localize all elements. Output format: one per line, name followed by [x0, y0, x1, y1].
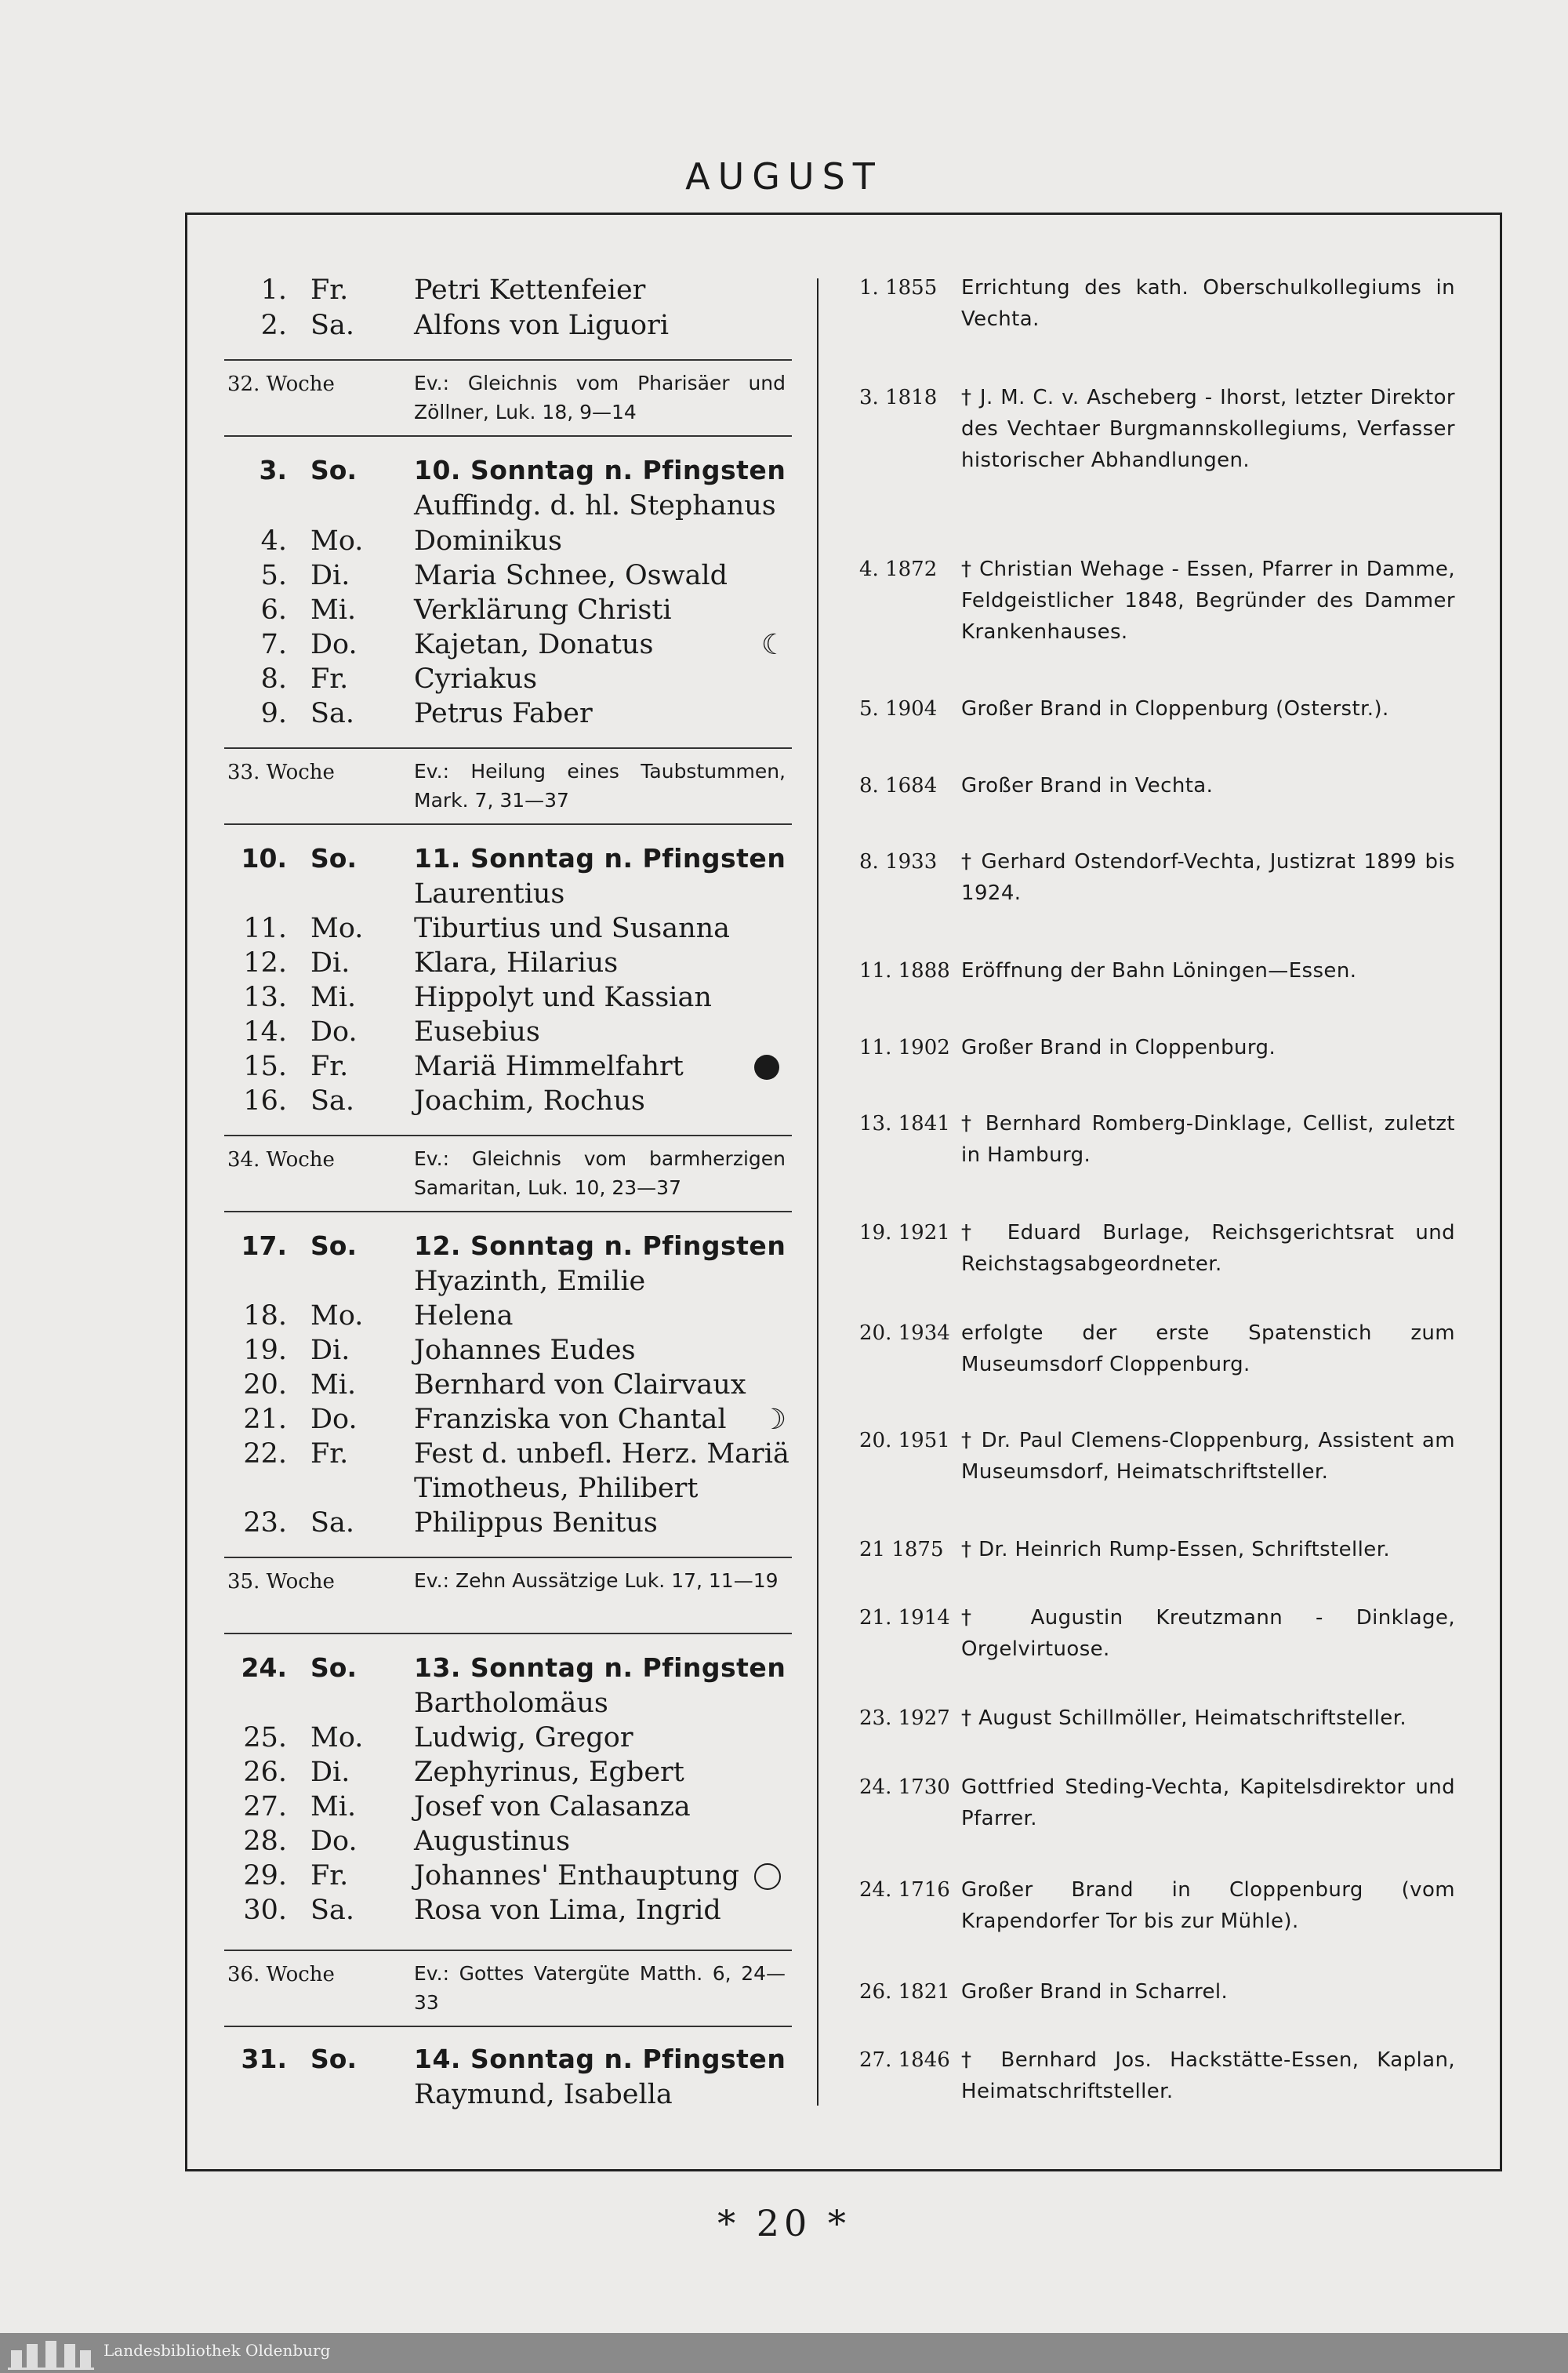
saint-name: Ludwig, Gregor — [414, 1722, 633, 1753]
saint-name: Kajetan, Donatus — [414, 629, 654, 660]
saint-name: Zephyrinus, Egbert — [414, 1757, 684, 1788]
week-block — [224, 1135, 792, 1212]
weekday: Mi. — [310, 1791, 357, 1822]
week-label: 35. Woche — [227, 1570, 335, 1594]
event-date: 21 1875 — [859, 1538, 944, 1561]
weekday: Fr. — [310, 274, 349, 306]
day-number: 22. — [243, 1438, 287, 1470]
day-number: 11. — [243, 913, 287, 944]
weekday: Sa. — [310, 1085, 354, 1117]
weekday: Fr. — [310, 1051, 349, 1082]
saint-name: Maria Schnee, Oswald — [414, 560, 728, 591]
moon-last-quarter-icon: ☾ — [760, 629, 787, 661]
day-number: 25. — [243, 1722, 287, 1753]
event-date: 21. 1914 — [859, 1606, 950, 1630]
day-number: 17. — [241, 1230, 287, 1261]
weekday: So. — [310, 1230, 357, 1261]
event-date: 24. 1716 — [859, 1878, 950, 1902]
saint-name: Helena — [414, 1300, 514, 1332]
day-row — [224, 911, 792, 946]
gospel-text: Ev.: Zehn Aussätzige Luk. 17, 11—19 — [414, 1569, 779, 1592]
day-number: 6. — [260, 594, 287, 626]
weekday: Mi. — [310, 594, 357, 626]
day-row — [224, 1333, 792, 1368]
saint-name: 11. Sonntag n. Pfingsten — [414, 843, 786, 874]
week-block — [224, 1950, 792, 2027]
day-row — [224, 662, 792, 696]
gospel-text: Ev.: Heilung eines Taubstummen, Mark. 7, 31—37 — [414, 760, 786, 812]
week-label: 36. Woche — [227, 1963, 335, 1986]
saint-name: Auffindg. d. hl. Stephanus — [414, 490, 776, 521]
day-number: 12. — [243, 947, 287, 979]
event-text: † Bernhard Romberg-Dinklage, Cellist, zuletzt in Hamburg. — [961, 1112, 1455, 1167]
weekday: So. — [310, 1652, 357, 1683]
event-date: 4. 1872 — [859, 558, 938, 581]
weekday: Mo. — [310, 913, 364, 944]
gospel-text: Ev.: Gleichnis vom Pharisäer und Zöllner, Luk. 18, 9—14 — [414, 372, 786, 423]
event-entry — [859, 1703, 1455, 1734]
gospel-text: Ev.: Gleichnis vom barmherzigen Samaritan, Luk. 10, 23—37 — [414, 1147, 786, 1199]
day-number: 10. — [241, 843, 287, 874]
saint-name: 14. Sonntag n. Pfingsten — [414, 2044, 786, 2074]
event-date: 11. 1902 — [859, 1036, 950, 1059]
new-moon-icon — [754, 1863, 781, 1890]
saint-name: Bernhard von Clairvaux — [414, 1369, 746, 1401]
event-text: † Christian Wehage - Essen, Pfarrer in Damme, Feldgeistlicher 1848, Begründer des Dammer Krankenhauses. — [961, 558, 1455, 644]
event-date: 19. 1921 — [859, 1221, 950, 1245]
event-date: 13. 1841 — [859, 1112, 950, 1136]
event-text: † Gerhard Ostendorf-Vechta, Justizrat 1899 bis 1924. — [961, 850, 1455, 905]
weekday: Sa. — [310, 1507, 354, 1539]
event-entry — [859, 382, 1455, 476]
week-label: 34. Woche — [227, 1148, 335, 1172]
day-number: 30. — [243, 1895, 287, 1926]
weekday: Mi. — [310, 982, 357, 1013]
event-text: † Augustin Kreutzmann - Dinklage, Orgelvirtuose. — [961, 1606, 1455, 1661]
event-date: 27. 1846 — [859, 2048, 950, 2072]
weekday: Sa. — [310, 698, 354, 729]
day-row-sunday — [224, 2042, 792, 2077]
saint-name: 12. Sonntag n. Pfingsten — [414, 1230, 786, 1261]
day-number: 3. — [259, 455, 287, 485]
weekday: Sa. — [310, 1895, 354, 1926]
saint-name: Cyriakus — [414, 663, 538, 695]
day-row — [224, 1506, 792, 1540]
page-number: * 20 * — [717, 2202, 851, 2244]
event-entry — [859, 1317, 1455, 1380]
weekday: Do. — [310, 629, 358, 660]
event-text: Großer Brand in Scharrel. — [961, 1980, 1229, 2004]
event-date: 23. 1927 — [859, 1706, 950, 1730]
saint-name: Josef von Calasanza — [414, 1791, 691, 1822]
saint-name: Bartholomäus — [414, 1688, 608, 1719]
saint-name: Laurentius — [414, 878, 565, 910]
weekday: Fr. — [310, 663, 349, 695]
event-entry — [859, 1772, 1455, 1834]
weekday: Mo. — [310, 1300, 364, 1332]
event-entry — [859, 1032, 1455, 1063]
day-number: 31. — [241, 2044, 287, 2074]
day-row — [224, 1015, 792, 1049]
day-row — [224, 1402, 792, 1437]
day-row — [224, 273, 792, 307]
day-row-sunday — [224, 453, 792, 488]
library-building-icon — [8, 2339, 94, 2370]
day-row — [224, 1721, 792, 1755]
day-number: 29. — [243, 1860, 287, 1891]
event-date: 8. 1933 — [859, 850, 938, 874]
day-row — [224, 696, 792, 731]
day-number: 24. — [241, 1652, 287, 1683]
event-text: Errichtung des kath. Oberschulkollegiums in Vechta. — [961, 276, 1455, 331]
day-number: 27. — [243, 1791, 287, 1822]
day-row — [224, 1859, 792, 1893]
event-text: † August Schillmöller, Heimatschriftsteller. — [961, 1706, 1407, 1730]
event-text: erfolgte der erste Spatenstich zum Museumsdorf Cloppenburg. — [961, 1321, 1455, 1376]
day-row — [224, 524, 792, 558]
event-date: 3. 1818 — [859, 386, 938, 409]
day-number: 14. — [243, 1016, 287, 1048]
event-entry — [859, 1602, 1455, 1665]
weekday: Do. — [310, 1016, 358, 1048]
event-text: Gottfried Steding-Vechta, Kapitelsdirektor und Pfarrer. — [961, 1775, 1455, 1830]
day-row — [224, 308, 792, 343]
weekday: Mo. — [310, 1722, 364, 1753]
library-footer-bar — [0, 2333, 1568, 2373]
week-label: 32. Woche — [227, 372, 335, 396]
moon-first-quarter-icon: ☽ — [760, 1404, 787, 1436]
weekday: Di. — [310, 560, 350, 591]
event-date: 24. 1730 — [859, 1775, 950, 1799]
day-number: 26. — [243, 1757, 287, 1788]
day-row — [224, 1893, 792, 1928]
saint-name: Petri Kettenfeier — [414, 274, 646, 306]
day-row — [224, 1755, 792, 1790]
event-date: 20. 1934 — [859, 1321, 950, 1345]
weekday: Fr. — [310, 1860, 349, 1891]
saint-name: Joachim, Rochus — [414, 1085, 645, 1117]
event-text: Großer Brand in Cloppenburg. — [961, 1036, 1276, 1059]
saint-name: Augustinus — [414, 1826, 571, 1857]
day-number: 5. — [260, 560, 287, 591]
day-number: 8. — [260, 663, 287, 695]
saint-name: Klara, Hilarius — [414, 947, 619, 979]
weekday: Mi. — [310, 1369, 357, 1401]
saint-name: Petrus Faber — [414, 698, 593, 729]
saint-name: Philippus Benitus — [414, 1507, 658, 1539]
event-date: 8. 1684 — [859, 774, 938, 798]
saint-name: Alfons von Liguori — [414, 310, 670, 341]
weekday: So. — [310, 2044, 357, 2074]
day-number: 20. — [243, 1369, 287, 1401]
event-text: † Dr. Paul Clemens-Cloppenburg, Assistent am Museumsdorf, Heimatschriftsteller. — [961, 1429, 1455, 1484]
saint-name: Verklärung Christi — [414, 594, 672, 626]
event-text: Großer Brand in Cloppenburg (vom Krapendorfer Tor bis zur Mühle). — [961, 1878, 1455, 1933]
day-number: 23. — [243, 1507, 287, 1539]
saint-name: Hippolyt und Kassian — [414, 982, 712, 1013]
event-entry — [859, 272, 1455, 335]
day-row — [224, 1049, 792, 1084]
saint-name: Johannes' Enthauptung — [414, 1860, 740, 1891]
day-row — [224, 877, 792, 911]
weekday: Mo. — [310, 525, 364, 557]
event-entry — [859, 2044, 1455, 2107]
weekday: Di. — [310, 947, 350, 979]
saint-name: Fest d. unbefl. Herz. Mariä — [414, 1438, 789, 1470]
day-row — [224, 627, 792, 662]
weekday: So. — [310, 843, 357, 874]
weekday: Fr. — [310, 1438, 349, 1470]
day-number: 28. — [243, 1826, 287, 1857]
week-block — [224, 747, 792, 825]
event-date: 5. 1904 — [859, 697, 938, 721]
day-row — [224, 1299, 792, 1333]
event-entry — [859, 1217, 1455, 1280]
day-row — [224, 1471, 792, 1506]
event-date: 20. 1951 — [859, 1429, 950, 1452]
day-row — [224, 1824, 792, 1859]
event-date: 11. 1888 — [859, 959, 950, 983]
saint-name: Johannes Eudes — [414, 1335, 636, 1366]
event-entry — [859, 693, 1455, 725]
day-number: 4. — [260, 525, 287, 557]
day-row-sunday — [224, 841, 792, 876]
day-row — [224, 1084, 792, 1118]
event-entry — [859, 1976, 1455, 2008]
event-text: Großer Brand in Vechta. — [961, 774, 1214, 798]
week-block — [224, 1557, 792, 1634]
saint-name: Franziska von Chantal — [414, 1404, 727, 1435]
week-label: 33. Woche — [227, 761, 335, 784]
day-row-sunday — [224, 1229, 792, 1263]
event-entry — [859, 554, 1455, 648]
saint-name: Tiburtius und Susanna — [414, 913, 731, 944]
saint-name: Timotheus, Philibert — [414, 1473, 699, 1504]
day-number: 18. — [243, 1300, 287, 1332]
saint-name: Rosa von Lima, Ingrid — [414, 1895, 721, 1926]
day-number: 19. — [243, 1335, 287, 1366]
weekday: Di. — [310, 1335, 350, 1366]
weekday: Di. — [310, 1757, 350, 1788]
day-row — [224, 946, 792, 980]
event-text: † Bernhard Jos. Hackstätte-Essen, Kaplan, Heimatschriftsteller. — [961, 2048, 1455, 2103]
day-row — [224, 1790, 792, 1824]
saint-name: 10. Sonntag n. Pfingsten — [414, 455, 786, 485]
gospel-text: Ev.: Gottes Vatergüte Matth. 6, 24—33 — [414, 1962, 786, 2014]
saint-name: 13. Sonntag n. Pfingsten — [414, 1652, 786, 1683]
saint-name: Hyazinth, Emilie — [414, 1266, 646, 1297]
library-name: Landesbibliothek Oldenburg — [103, 2341, 331, 2360]
event-text: † Dr. Heinrich Rump-Essen, Schriftsteller. — [961, 1538, 1391, 1561]
weekday: Sa. — [310, 310, 354, 341]
week-block — [224, 359, 792, 437]
event-entry — [859, 770, 1455, 801]
day-row — [224, 593, 792, 627]
day-row — [224, 1686, 792, 1721]
weekday: Do. — [310, 1404, 358, 1435]
day-number: 13. — [243, 982, 287, 1013]
day-number: 21. — [243, 1404, 287, 1435]
day-number: 2. — [260, 310, 287, 341]
day-number: 1. — [260, 274, 287, 306]
event-date: 26. 1821 — [859, 1980, 950, 2004]
full-moon-icon — [754, 1055, 779, 1080]
weekday: So. — [310, 455, 357, 485]
saint-name: Dominikus — [414, 525, 562, 557]
day-number: 15. — [243, 1051, 287, 1082]
saint-name: Mariä Himmelfahrt — [414, 1051, 684, 1082]
event-text: Großer Brand in Cloppenburg (Osterstr.). — [961, 697, 1389, 721]
event-entry — [859, 846, 1455, 909]
page-title: AUGUST — [685, 155, 883, 198]
event-entry — [859, 1425, 1455, 1488]
event-entry — [859, 1874, 1455, 1937]
event-date: 1. 1855 — [859, 276, 938, 300]
day-row — [224, 489, 792, 523]
day-row-sunday — [224, 1651, 792, 1685]
day-row — [224, 1437, 792, 1471]
day-row — [224, 558, 792, 593]
day-row — [224, 1368, 792, 1402]
day-row — [224, 980, 792, 1015]
event-text: Eröffnung der Bahn Löningen—Essen. — [961, 959, 1357, 983]
day-number: 16. — [243, 1085, 287, 1117]
saint-name: Eusebius — [414, 1016, 540, 1048]
day-row — [224, 1264, 792, 1299]
column-divider — [817, 278, 818, 2106]
day-row — [224, 2077, 792, 2112]
event-entry — [859, 1108, 1455, 1171]
weekday: Do. — [310, 1826, 358, 1857]
event-entry — [859, 1534, 1455, 1565]
saint-name: Raymund, Isabella — [414, 2079, 673, 2110]
event-text: † Eduard Burlage, Reichsgerichtsrat und Reichstagsabgeordneter. — [961, 1221, 1455, 1276]
event-text: † J. M. C. v. Ascheberg - Ihorst, letzter Direktor des Vechtaer Burgmannskollegiums, Verfasser historischer Abhandlungen. — [961, 386, 1455, 472]
day-number: 9. — [260, 698, 287, 729]
day-number: 7. — [260, 629, 287, 660]
event-entry — [859, 955, 1455, 987]
